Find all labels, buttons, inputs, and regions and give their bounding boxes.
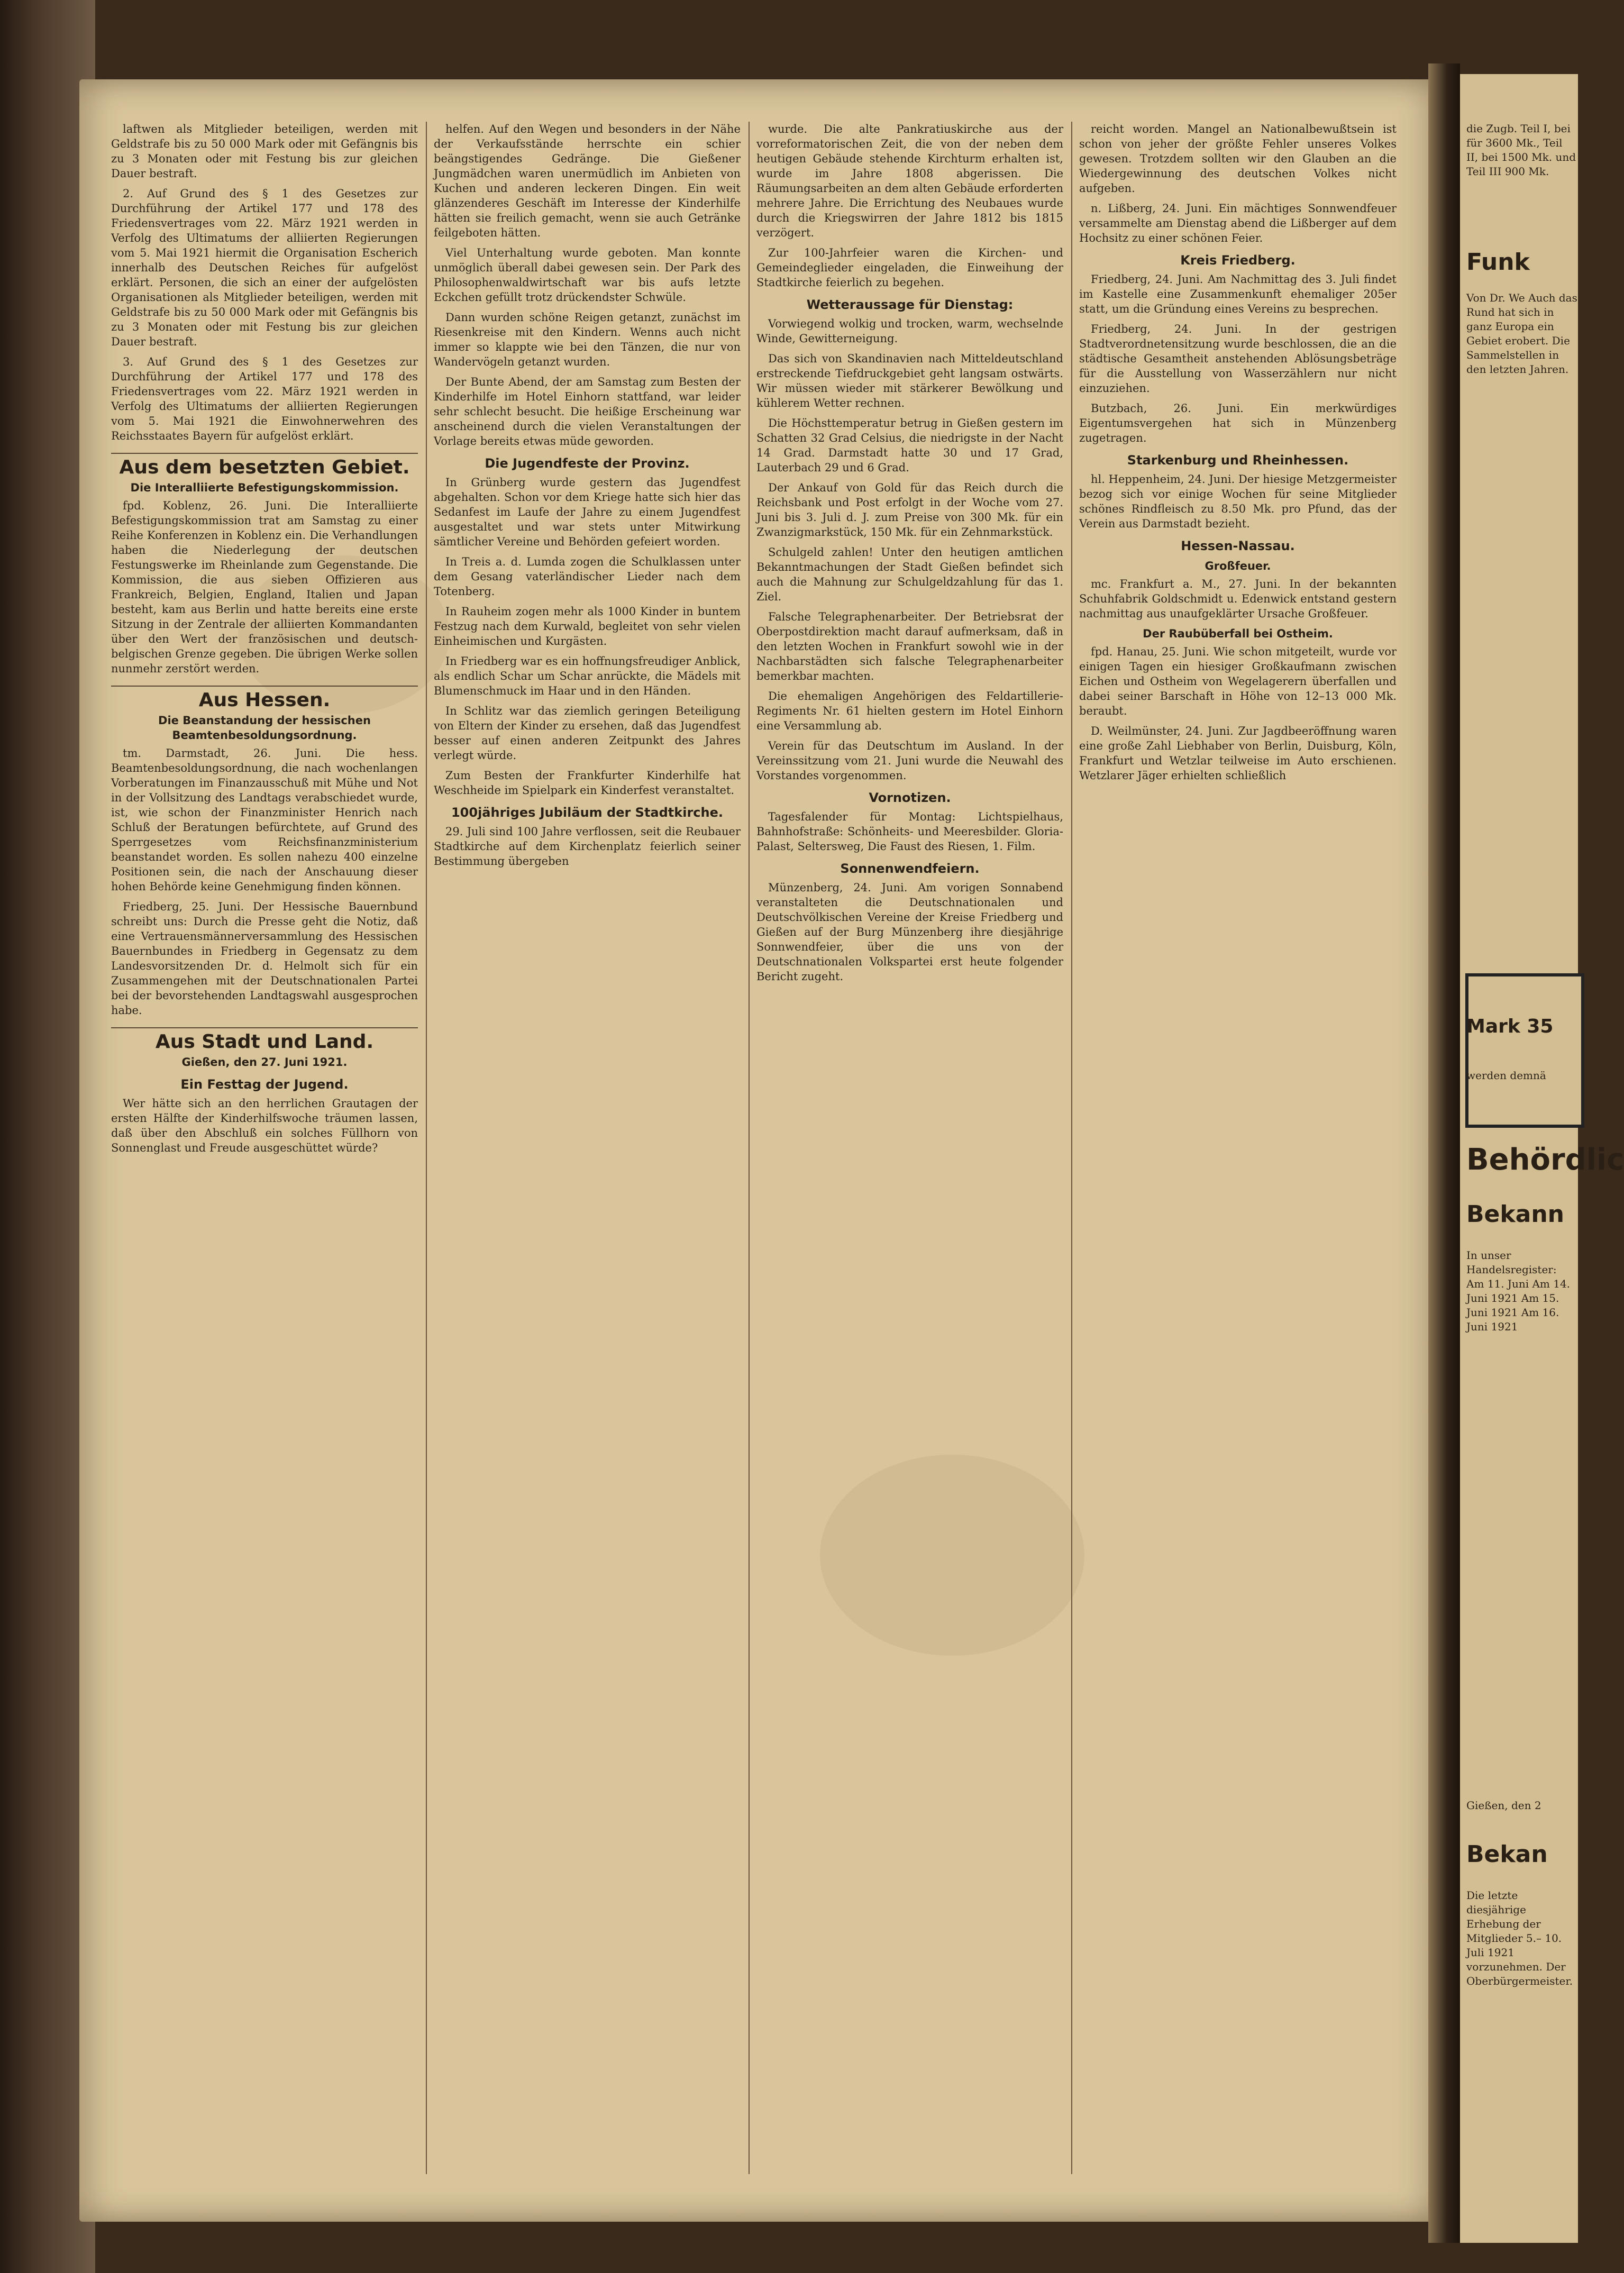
article-text: Viel Unterhaltung wurde geboten. Man konnte unmöglich überall dabei gewesen sein. Der Park des Philosophenwaldwirtschaft war bis aufs letzte Eckchen gefüllt trotz drückendster Schwüle. bbox=[434, 247, 741, 304]
article-text: 29. Juli sind 100 Jahre verflossen, seit die Reubauer Stadtkirche auf dem Kirchenplatz feierlich seiner Bestimmung übergeben bbox=[434, 825, 741, 868]
article-text: Die Höchsttemperatur betrug in Gießen gestern im Schatten 32 Grad Celsius, die niedrigste in der Nacht 14 Grad. Darmstadt hatte 30 und 17 Grad, Lauterbach 29 und 6 Grad. bbox=[756, 417, 1063, 474]
article-text: Das sich von Skandinavien nach Mitteldeutschland erstreckende Tiefdruckgebiet geht langsam ostwärts. Wir müssen wieder mit stärkerer Bewölkung und kühlerem Wetter rechnen. bbox=[756, 352, 1063, 409]
fragment-text: werden demnä bbox=[1466, 1069, 1546, 1082]
section-heading: Starkenburg und Rheinhessen. bbox=[1127, 453, 1349, 468]
article-headline: 100jähriges Jubiläum der Stadtkirche. bbox=[451, 805, 724, 820]
column-2 bbox=[434, 122, 741, 2174]
article-text: Die ehemaligen Angehörigen des Feldartillerie-Regiments Nr. 61 hielten gestern im Hotel Einhorn eine Versammlung ab. bbox=[756, 690, 1063, 732]
article-text: hl. Heppenheim, 24. Juni. Der hiesige Metzgermeister bezog sich vor einige Wochen für seine Mitglieder schönes Rindfleisch zu 8.50 Mk. pro Pfund, das der Verein aus Darmstadt bezieht. bbox=[1079, 473, 1397, 530]
article-text: In Friedberg war es ein hoffnungsfreudiger Anblick, als endlich Schar um Schar anrückte, die Mädels mit Blumenschmuck im Haar und in den Händen. bbox=[434, 655, 741, 697]
advertisement-text: Mark 35 bbox=[1466, 1016, 1554, 1037]
fragment-text: die Zugb. Teil I, bei für 3600 Mk., Teil II, bei 1500 Mk. und Teil III 900 Mk. bbox=[1466, 122, 1576, 178]
article-text: Zum Besten der Frankfurter Kinderhilfe hat Weschheide im Spielpark ein Kinderfest veranstaltet. bbox=[434, 769, 741, 797]
article-headline: Großfeuer. bbox=[1205, 560, 1271, 572]
article-text: Zur 100-Jahrfeier waren die Kirchen- und Gemeindeglieder eingeladen, die Einweihung der Stadtkirche feierlich zu begehen. bbox=[756, 247, 1063, 289]
article-text: helfen. Auf den Wegen und besonders in der Nähe der Verkaufsstände herrschte ein schier beängstigendes Gedränge. Die Gießener Jungmädchen waren unermüdlich im Anbieten von Kuchen und anderen leckeren Dingen. Ein weit glänzenderes Geschäft im Interesse der Kinderhilfe hätten sie freilich gemacht, wenn sie auch Getränke feilgeboten hätten. bbox=[434, 123, 741, 239]
article-text: Der Bunte Abend, der am Samstag zum Besten der Kinderhilfe im Hotel Einhorn stattfand, war leider sehr schlecht besucht. Die heißige Erscheinung war anscheinend durch die vielen Veranstaltungen der Vorlage bereits etwas müde geworden. bbox=[434, 376, 741, 448]
article-text: Falsche Telegraphenarbeiter. Der Betriebsrat der Oberpostdirektion macht darauf aufmerksam, daß in den letzten Wochen in Frankfurt sowohl wie in der Nachbarstädten sich falsche Telegraphenarbeiter bemerkbar machten. bbox=[756, 610, 1063, 682]
article-text: Wer hätte sich an den herrlichen Grautagen der ersten Hälfte der Kinderhilfswoche träumen lassen, daß über den Abschluß ein solches Füllhorn von Sonnenglast und Freude ausgeschüttet würde? bbox=[111, 1097, 418, 1154]
section-heading: Aus dem besetzten Gebiet. bbox=[111, 453, 418, 475]
fragment-text: Gießen, den 2 bbox=[1466, 1799, 1541, 1812]
article-text: Friedberg, 24. Juni. Am Nachmittag des 3. Juli findet im Kastelle eine Zusammenkunft ehemaliger 205er statt, um die Gründung eines Vereins zu besprechen. bbox=[1079, 273, 1397, 315]
article-text: In Schlitz war das ziemlich geringen Beteiligung von Eltern der Kinder zu ersehen, daß das Jugendfest besser auf einen anderen Zeitpunkt des Jahres verlegt würde. bbox=[434, 705, 741, 762]
fragment-text: In unser Handelsregister: Am 11. Juni Am 14. Juni 1921 Am 15. Juni 1921 Am 16. Juni 1921 bbox=[1466, 1249, 1571, 1333]
fragment-heading: Bekan bbox=[1466, 1841, 1548, 1868]
article-text: Der Ankauf von Gold für das Reich durch die Reichsbank und Post erfolgt in der Woche vom 27. Juni bis 3. Juli d. J. zum Preise von 300 Mk. für ein Zwanzigmarkstück, 150 Mk. für ein Zehnmarkstück. bbox=[756, 481, 1063, 538]
article-text: Verein für das Deutschtum im Ausland. In der Vereinssitzung vom 21. Juni wurde die Neuwahl des Vorstandes vorgenommen. bbox=[756, 740, 1063, 782]
article-headline: Wetteraussage für Dienstag: bbox=[806, 297, 1014, 312]
article-text: In Treis a. d. Lumda zogen die Schulklassen unter dem Gesang vaterländischer Lieder nach dem Totenberg. bbox=[434, 555, 741, 598]
article-text: Münzenberg, 24. Juni. Am vorigen Sonnabend veranstalteten die Deutschnationalen und Deutschvölkischen Vereine der Kreise Friedberg und Gießen auf der Burg Münzenberg ihre diesjährige Sonnwendfeier, über die uns von der Deutschnationalen Volkspartei erst heute folgender Bericht zugeht. bbox=[756, 881, 1063, 983]
section-heading: Hessen-Nassau. bbox=[1181, 538, 1295, 553]
article-text: In Grünberg wurde gestern das Jugendfest abgehalten. Schon vor dem Kriege hatte sich hier das Sedanfest im Laufe der Jahre zu einem Jugendfest ausgestaltet und war stets unter Mitwirkung sämtlicher Vereine und Behörden gefeiert worden. bbox=[434, 476, 741, 548]
article-text: reicht worden. Mangel an Nationalbewußtsein ist schon von jeher der größte Fehler unseres Volkes gewesen. Trotzdem sollten wir den Glauben an die Wiedergewinnung des deutschen Volkes nicht aufgeben. bbox=[1079, 123, 1397, 195]
section-heading: Kreis Friedberg. bbox=[1180, 253, 1295, 268]
section-heading: Aus Hessen. bbox=[111, 686, 418, 708]
article-headline: Die Beanstandung der hessischen Beamtenbesoldungsordnung. bbox=[158, 714, 371, 742]
article-text: Friedberg, 25. Juni. Der Hessische Bauernbund schreibt uns: Durch die Presse geht die Notiz, daß eine Vertrauensmännerversammlung des Hessischen Bauernbundes in Friedberg in Gegensatz zu dem Landesvorsitzenden Dr. d. Helmolt sich für ein Zusammengehen mit der Deutschnationalen Partei bei der bevorstehenden Landtagswahl ausgesprochen habe. bbox=[111, 900, 418, 1017]
article-text: mc. Frankfurt a. M., 27. Juni. In der bekannten Schuhfabrik Goldschmidt u. Edenwick entstand gestern nachmittag aus unaufgeklärter Ursache Großfeuer. bbox=[1079, 578, 1397, 620]
article-headline: Sonnenwendfeiern. bbox=[840, 861, 980, 876]
fragment-heading: Bekann bbox=[1466, 1201, 1564, 1228]
next-page-fragment bbox=[1460, 74, 1624, 2243]
column-3 bbox=[756, 122, 1063, 2174]
book-gutter bbox=[1428, 63, 1460, 2243]
article-text: laftwen als Mitglieder beteiligen, werden mit Geldstrafe bis zu 50 000 Mark oder mit Gefängnis bis zu 3 Monaten oder mit Festung bis zur gleichen Dauer bestraft. bbox=[111, 123, 418, 180]
fragment-text: Von Dr. We Auch das Rund hat sich in ganz Europa ein Gebiet erobert. Die Sammelstellen in den letzten Jahren. bbox=[1466, 291, 1577, 376]
article-headline: Die Interalliierte Befestigungskommission. bbox=[130, 481, 399, 494]
article-text: Friedberg, 24. Juni. In der gestrigen Stadtverordnetensitzung wurde beschlossen, die an die städtische Gesamtheit anstehenden Ablösungsbeträge für die Ausstellung von Wasserzählern nur nicht einzuziehen. bbox=[1079, 323, 1397, 395]
column-rule bbox=[1071, 122, 1072, 2174]
article-text: 3. Auf Grund des § 1 des Gesetzes zur Durchführung der Artikel 177 und 178 des Friedensvertrages vom 22. März 1921 werden in Verfolg des Ultimatums der alliierten Regierungen vom 5. Mai 1921 die Einwohnerwehren des Reichsstaates Bayern für aufgelöst erklärt. bbox=[111, 355, 418, 442]
article-text: Butzbach, 26. Juni. Ein merkwürdiges Eigentumsvergehen hat sich in Münzenberg zugetragen. bbox=[1079, 402, 1397, 444]
column-4 bbox=[1079, 122, 1397, 2174]
article-text: Dann wurden schöne Reigen getanzt, zunächst im Riesenkreise mit den Kindern. Wenns auch nicht immer so klappte wie bei den Tänzen, die nur von Wandervögeln getanzt wurden. bbox=[434, 311, 741, 368]
article-text: wurde. Die alte Pankratiuskirche aus der vorreformatorischen Zeit, die von der neben dem heutigen Gebäude stehende Kirchturm erhalten ist, wurde im Jahre 1808 abgerissen. Die Räumungsarbeiten an dem alten Gebäude erforderten mehrere Jahre. Die Errichtung des Neubaues wurde durch die Kriegswirren der Jahre 1812 bis 1815 verzögert. bbox=[756, 123, 1063, 239]
dateline: Gießen, den 27. Juni 1921. bbox=[181, 1056, 348, 1069]
article-headline: Vornotizen. bbox=[869, 790, 951, 805]
article-text: n. Lißberg, 24. Juni. Ein mächtiges Sonnwendfeuer versammelte am Dienstag abend die Lißberger auf dem Hochsitz zu einer schönen Feier. bbox=[1079, 202, 1397, 244]
article-headline: Die Jugendfeste der Provinz. bbox=[485, 456, 690, 471]
article-text: Schulgeld zahlen! Unter den heutigen amtlichen Bekanntmachungen der Stadt Gießen befindet sich auch die Mahnung zur Schulgeldzahlung für das 1. Ziel. bbox=[756, 546, 1063, 603]
fragment-heading: Funk bbox=[1466, 249, 1530, 276]
article-text: Vorwiegend wolkig und trocken, warm, wechselnde Winde, Gewitterneigung. bbox=[756, 317, 1063, 345]
article-text: fpd. Koblenz, 26. Juni. Die Interalliierte Befestigungskommission trat am Samstag zu einer Reihe Konferenzen in Koblenz ein. Die Verhandlungen haben die Niederlegung der deutschen Festungswerke im Rheinlande zum Gegenstande. Die Kommission, die aus sieben Offizieren aus Frankreich, Belgien, England, Italien und Japan besteht, kam aus Berlin und hatte bereits eine erste Sitzung in der Zentrale der alliierten Kommandanten über den Wert der französischen und deutsch-belgischen Grenze gegeben. Die übrigen Werke sollen nunmehr zerstört werden. bbox=[111, 499, 418, 675]
article-headline: Der Raubüberfall bei Ostheim. bbox=[1143, 627, 1333, 640]
column-rule bbox=[426, 122, 427, 2174]
article-text: In Rauheim zogen mehr als 1000 Kinder in buntem Festzug nach dem Kurwald, begleitet von sehr vielen Einheimischen und Kurgästen. bbox=[434, 605, 741, 647]
article-text: Tagesfalender für Montag: Lichtspielhaus, Bahnhofstraße: Schönheits- und Meeresbilder. Gloria-Palast, Seltersweg, Die Faust des Riesen, 1. Film. bbox=[756, 810, 1063, 853]
article-text: fpd. Hanau, 25. Juni. Wie schon mitgeteilt, wurde vor einigen Tagen ein hiesiger Großkaufmann zwischen Eichen und Ostheim von Wegelagerern überfallen und dabei seiner Barschaft in Höhe von 12–13 000 Mk. beraubt. bbox=[1079, 645, 1397, 717]
fragment-text: Die letzte diesjährige Erhebung der Mitglieder 5.– 10. Juli 1921 vorzunehmen. Der Oberbürgermeister. bbox=[1466, 1889, 1573, 1987]
article-text: 2. Auf Grund des § 1 des Gesetzes zur Durchführung der Artikel 177 und 178 des Friedensvertrages vom 22. März 1921 werden in Verfolg des Ultimatums der alliierten Regierungen vom 5. Mai 1921 hiermit die Organisation Escherich innerhalb des Deutschen Reiches für aufgelöst erklärt. Personen, die sich an einer der aufgelösten Organisationen als Mitglieder beteiligen, werden mit Geldstrafe bis zu 50 000 Mark oder mit Gefängnis bis zu 3 Monaten oder mit Festung bis zur gleichen Dauer bestraft. bbox=[111, 187, 418, 348]
article-headline: Ein Festtag der Jugend. bbox=[180, 1077, 349, 1092]
fragment-heading: Behördlic bbox=[1466, 1143, 1624, 1177]
section-heading: Aus Stadt und Land. bbox=[111, 1027, 418, 1049]
advertisement-box bbox=[1465, 973, 1584, 1128]
column-rule bbox=[749, 122, 750, 2174]
article-text: tm. Darmstadt, 26. Juni. Die hess. Beamtenbesoldungsordnung, die nach wochenlangen Vorberatungen im Finanzausschuß mit Mühe und Not in der Vollsitzung des Landtags verabschiedet wurde, ist, wie schon der Finanzminister Henrich nach Schluß der Beratungen befürchtete, auf Grund des Sperrgesetzes vom Reichsfinanzministerium beanstandet worden. Es sollen nahezu 400 einzelne Positionen sein, die nach der Anschauung dieser hohen Behörde keine Genehmigung finden können. bbox=[111, 747, 418, 893]
article-text: D. Weilmünster, 24. Juni. Zur Jagdbeeröffnung waren eine große Zahl Liebhaber von Berlin, Duisburg, Köln, Frankfurt und Wetzlar teilweise im Auto erschienen. Wetzlarer Jäger erhielten schließlich bbox=[1079, 725, 1397, 782]
column-1 bbox=[111, 122, 418, 2174]
